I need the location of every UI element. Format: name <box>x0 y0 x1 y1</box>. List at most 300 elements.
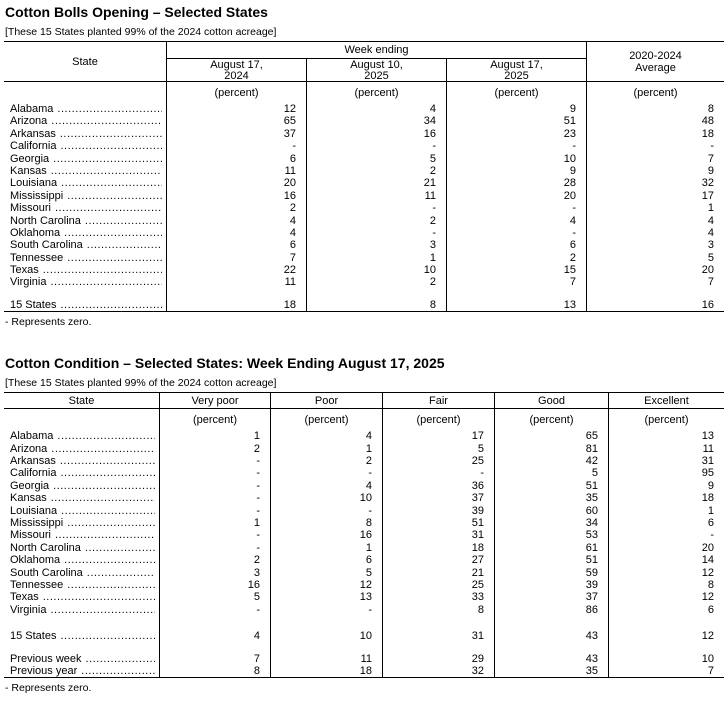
value-cell: 4 <box>159 630 270 642</box>
state-cell <box>4 455 159 467</box>
value-cell: 1 <box>306 252 446 264</box>
value-cell: 17 <box>382 430 494 442</box>
table-row <box>4 567 724 579</box>
value-cell: 9 <box>608 480 724 492</box>
state-label: Louisiana <box>10 177 58 190</box>
table-row <box>4 554 724 566</box>
state-cell <box>4 517 159 529</box>
table-row <box>4 443 724 455</box>
state-cell <box>4 492 159 504</box>
value-cell: 35 <box>494 665 608 677</box>
value-cell: 17 <box>586 190 724 202</box>
value-cell: 8 <box>608 579 724 591</box>
dot-leader <box>60 630 155 642</box>
value-cell: 4 <box>166 215 306 227</box>
col-header-excellent: Excellent <box>608 393 724 408</box>
value-cell: 37 <box>166 128 306 140</box>
value-cell: 6 <box>166 239 306 251</box>
dot-leader <box>67 517 155 529</box>
unit-label: (percent) <box>270 409 382 430</box>
unit-label: (percent) <box>166 82 306 103</box>
table-row <box>4 202 724 214</box>
col-header-good: Good <box>494 393 608 408</box>
value-cell: 4 <box>166 227 306 239</box>
value-cell: 32 <box>382 665 494 677</box>
value-cell: 34 <box>306 115 446 127</box>
unit-label: (percent) <box>586 82 724 103</box>
table-row <box>4 430 724 442</box>
value-cell: 31 <box>382 630 494 642</box>
state-cell <box>4 202 166 214</box>
condition-table <box>4 392 724 678</box>
state-label: Texas <box>10 264 39 277</box>
value-cell: 4 <box>270 480 382 492</box>
table-row <box>4 591 724 603</box>
value-cell: 1 <box>270 542 382 554</box>
value-cell: 25 <box>382 455 494 467</box>
col-header-state: State <box>68 394 95 407</box>
table-row <box>4 177 724 189</box>
value-cell: 2 <box>159 554 270 566</box>
value-cell: 7 <box>166 252 306 264</box>
col-header-date-1: August 17, 2024 <box>166 59 306 81</box>
table1-header <box>4 41 724 82</box>
value-cell: 20 <box>608 542 724 554</box>
dot-leader <box>51 443 155 455</box>
state-cell <box>4 252 166 264</box>
unit-label: (percent) <box>608 409 724 430</box>
value-cell: 9 <box>446 103 586 115</box>
value-cell: - <box>446 202 586 214</box>
dot-leader <box>51 115 162 127</box>
dot-leader <box>60 467 155 479</box>
value-cell: 13 <box>270 591 382 603</box>
state-label: North Carolina <box>10 214 81 227</box>
value-cell: 2 <box>306 215 446 227</box>
table2-title: Cotton Condition – Selected States: Week Ending August 17, 2025 <box>5 355 445 372</box>
value-cell: 2 <box>446 252 586 264</box>
comparison-row <box>4 653 724 665</box>
value-cell: 11 <box>270 653 382 665</box>
value-cell: - <box>306 202 446 214</box>
table-row <box>4 492 724 504</box>
state-label: North Carolina <box>10 541 81 554</box>
value-cell: 1 <box>586 202 724 214</box>
state-cell <box>4 299 166 311</box>
value-cell: 36 <box>382 480 494 492</box>
value-cell: 18 <box>608 492 724 504</box>
state-label: Alabama <box>10 103 54 115</box>
value-cell: - <box>159 455 270 467</box>
spacer-row <box>4 289 724 299</box>
row-label: Previous week <box>10 652 82 665</box>
value-cell: 23 <box>446 128 586 140</box>
state-cell <box>4 604 159 616</box>
value-cell: - <box>306 140 446 152</box>
value-cell: - <box>166 140 306 152</box>
value-cell: 3 <box>586 239 724 251</box>
value-cell: 6 <box>446 239 586 251</box>
col-header-poor: Poor <box>270 393 382 408</box>
state-cell <box>4 567 159 579</box>
value-cell: 7 <box>608 665 724 677</box>
value-cell: - <box>306 227 446 239</box>
table-row <box>4 252 724 264</box>
table1-footnote: - Represents zero. <box>5 316 92 329</box>
value-cell: 31 <box>608 455 724 467</box>
value-cell: - <box>270 505 382 517</box>
value-cell: 5 <box>270 567 382 579</box>
dot-leader <box>60 128 162 140</box>
dot-leader <box>67 190 162 202</box>
value-cell: 37 <box>382 492 494 504</box>
state-cell <box>4 443 159 455</box>
table-row <box>4 153 724 165</box>
state-label: Mississippi <box>10 189 64 202</box>
state-cell <box>4 430 159 442</box>
table1-unit-row <box>4 82 724 103</box>
state-label: Missouri <box>10 202 51 215</box>
state-cell <box>4 505 159 517</box>
value-cell: 60 <box>494 505 608 517</box>
dot-leader <box>87 567 155 579</box>
value-cell: 51 <box>494 554 608 566</box>
section-gap <box>4 328 724 355</box>
dot-leader <box>51 165 162 177</box>
value-cell: 16 <box>159 579 270 591</box>
value-cell: 12 <box>608 591 724 603</box>
table1-subtitle: [These 15 States planted 99% of the 2024 cotton acreage] <box>5 26 277 38</box>
value-cell: 4 <box>270 430 382 442</box>
value-cell: 6 <box>270 554 382 566</box>
value-cell: 12 <box>608 567 724 579</box>
state-cell <box>4 554 159 566</box>
dot-leader <box>67 579 155 591</box>
value-cell: 3 <box>306 239 446 251</box>
dot-leader <box>51 492 155 504</box>
value-cell: 28 <box>446 177 586 189</box>
state-cell <box>4 165 166 177</box>
table-row <box>4 165 724 177</box>
value-cell: 16 <box>306 128 446 140</box>
table-row <box>4 128 724 140</box>
value-cell: 61 <box>494 542 608 554</box>
value-cell: 8 <box>586 103 724 115</box>
value-cell: 18 <box>382 542 494 554</box>
table-row <box>4 103 724 115</box>
dot-leader <box>60 140 162 152</box>
value-cell: 1 <box>270 443 382 455</box>
value-cell: 13 <box>608 430 724 442</box>
table-row <box>4 264 724 276</box>
value-cell: 2 <box>270 455 382 467</box>
value-cell: 10 <box>270 630 382 642</box>
value-cell: - <box>159 529 270 541</box>
value-cell: 20 <box>586 264 724 276</box>
value-cell: 10 <box>306 264 446 276</box>
value-cell: 10 <box>608 653 724 665</box>
table-row <box>4 115 724 127</box>
table-row <box>4 604 724 616</box>
table2-header <box>4 392 724 409</box>
value-cell: 9 <box>586 165 724 177</box>
value-cell: 14 <box>608 554 724 566</box>
value-cell: 65 <box>494 430 608 442</box>
state-label: Alabama <box>10 430 54 443</box>
state-cell <box>4 227 166 239</box>
col-header-fair: Fair <box>382 393 494 408</box>
value-cell: 11 <box>608 443 724 455</box>
col-header-date-3: August 17, 2025 <box>446 59 586 81</box>
state-label: 15 States <box>10 630 57 643</box>
cotton-bolls-opening-section <box>4 4 724 328</box>
value-cell: 2 <box>306 276 446 288</box>
table-row <box>4 480 724 492</box>
value-cell: 48 <box>586 115 724 127</box>
value-cell: 5 <box>159 591 270 603</box>
value-cell: 12 <box>166 103 306 115</box>
state-cell <box>4 630 159 642</box>
dot-leader <box>53 480 155 492</box>
unit-label: (percent) <box>382 409 494 430</box>
state-cell <box>4 115 166 127</box>
value-cell: 95 <box>608 467 724 479</box>
state-label: Oklahoma <box>10 554 61 567</box>
dot-leader <box>57 103 162 115</box>
value-cell: 11 <box>166 165 306 177</box>
value-cell: 39 <box>382 505 494 517</box>
value-cell: 4 <box>586 227 724 239</box>
spacer-row <box>4 616 724 630</box>
state-cell <box>4 542 159 554</box>
value-cell: - <box>382 467 494 479</box>
state-label: 15 States <box>10 298 57 311</box>
dot-leader <box>61 177 162 189</box>
dot-leader <box>81 665 155 677</box>
value-cell: 5 <box>306 153 446 165</box>
table2-unit-row <box>4 409 724 430</box>
value-cell: 6 <box>166 153 306 165</box>
value-cell: 16 <box>166 190 306 202</box>
state-label: Arkansas <box>10 127 56 140</box>
col-header-very-poor: Very poor <box>159 393 270 408</box>
table-row <box>4 227 724 239</box>
unit-label: (percent) <box>159 409 270 430</box>
dot-leader <box>85 542 155 554</box>
state-label: Kansas <box>10 164 47 177</box>
bolls-opening-table <box>4 41 724 312</box>
state-label: Arizona <box>10 442 48 455</box>
state-label: California <box>10 140 57 153</box>
state-label: Oklahoma <box>10 226 61 239</box>
state-cell <box>4 190 166 202</box>
value-cell: 1 <box>159 430 270 442</box>
value-cell: 8 <box>306 299 446 311</box>
dot-leader <box>64 227 162 239</box>
value-cell: 6 <box>608 604 724 616</box>
state-cell <box>4 467 159 479</box>
state-cell <box>4 177 166 189</box>
total-row <box>4 299 724 311</box>
dot-leader <box>86 653 155 665</box>
value-cell: - <box>446 227 586 239</box>
value-cell: 6 <box>608 517 724 529</box>
dot-leader <box>57 430 155 442</box>
value-cell: - <box>159 480 270 492</box>
dot-leader <box>51 276 163 288</box>
value-cell: 43 <box>494 630 608 642</box>
value-cell: 16 <box>586 299 724 311</box>
value-cell: - <box>159 492 270 504</box>
value-cell: 33 <box>382 591 494 603</box>
table-row <box>4 529 724 541</box>
value-cell: 2 <box>306 165 446 177</box>
state-cell <box>4 140 166 152</box>
table-row <box>4 276 724 288</box>
value-cell: 5 <box>586 252 724 264</box>
comparison-row <box>4 665 724 677</box>
value-cell: 18 <box>586 128 724 140</box>
value-cell: 8 <box>159 665 270 677</box>
value-cell: - <box>159 542 270 554</box>
dot-leader <box>55 529 155 541</box>
value-cell: 16 <box>270 529 382 541</box>
state-cell <box>4 276 166 288</box>
state-cell <box>4 153 166 165</box>
state-cell <box>4 128 166 140</box>
table1-title: Cotton Bolls Opening – Selected States <box>5 4 268 20</box>
state-label: Georgia <box>10 479 50 492</box>
value-cell: 7 <box>586 153 724 165</box>
table1-body <box>4 103 724 312</box>
value-cell: 15 <box>446 264 586 276</box>
value-cell: 65 <box>166 115 306 127</box>
state-label: Arkansas <box>10 455 56 468</box>
value-cell: - <box>159 604 270 616</box>
value-cell: 20 <box>446 190 586 202</box>
state-cell <box>4 529 159 541</box>
table-row <box>4 467 724 479</box>
value-cell: 18 <box>166 299 306 311</box>
state-label: South Carolina <box>10 239 83 252</box>
state-label: Virginia <box>10 276 47 289</box>
dot-leader <box>55 202 162 214</box>
table-row <box>4 215 724 227</box>
col-header-state: State <box>72 55 98 68</box>
value-cell: 5 <box>494 467 608 479</box>
value-cell: 11 <box>306 190 446 202</box>
unit-label: (percent) <box>306 82 446 103</box>
value-cell: 86 <box>494 604 608 616</box>
dot-leader <box>43 591 155 603</box>
value-cell: 10 <box>270 492 382 504</box>
value-cell: 7 <box>586 276 724 288</box>
col-header-week-ending: Week ending <box>166 42 586 59</box>
state-cell <box>4 215 166 227</box>
state-cell <box>4 591 159 603</box>
state-label: Tennessee <box>10 578 64 591</box>
value-cell: 42 <box>494 455 608 467</box>
value-cell: 39 <box>494 579 608 591</box>
value-cell: 81 <box>494 443 608 455</box>
value-cell: 22 <box>166 264 306 276</box>
row-label: Previous year <box>10 664 78 677</box>
value-cell: 12 <box>270 579 382 591</box>
value-cell: 8 <box>382 604 494 616</box>
value-cell: 18 <box>270 665 382 677</box>
state-label: Kansas <box>10 492 47 505</box>
value-cell: 4 <box>306 103 446 115</box>
value-cell: 4 <box>586 215 724 227</box>
table2-subtitle: [These 15 States planted 99% of the 2024 cotton acreage] <box>5 377 277 390</box>
dot-leader <box>61 505 155 517</box>
table-row <box>4 505 724 517</box>
state-label: South Carolina <box>10 566 83 579</box>
value-cell: 51 <box>446 115 586 127</box>
state-cell <box>4 239 166 251</box>
state-cell <box>4 264 166 276</box>
table2-body <box>4 430 724 678</box>
value-cell: 13 <box>446 299 586 311</box>
state-cell <box>4 579 159 591</box>
unit-label: (percent) <box>494 409 608 430</box>
dot-leader <box>85 215 162 227</box>
value-cell: 34 <box>494 517 608 529</box>
table2-footnote: - Represents zero. <box>5 682 92 695</box>
value-cell: - <box>608 529 724 541</box>
value-cell: 59 <box>494 567 608 579</box>
dot-leader <box>87 239 162 251</box>
state-label: Missouri <box>10 529 51 542</box>
value-cell: 25 <box>382 579 494 591</box>
value-cell: 1 <box>608 505 724 517</box>
value-cell: 9 <box>446 165 586 177</box>
dot-leader <box>60 455 155 467</box>
value-cell: 43 <box>494 653 608 665</box>
state-label: Arizona <box>10 115 48 128</box>
dot-leader <box>60 299 162 311</box>
value-cell: - <box>159 505 270 517</box>
value-cell: 1 <box>159 517 270 529</box>
table-row <box>4 455 724 467</box>
spacer-row <box>4 643 724 653</box>
dot-leader <box>43 264 162 276</box>
total-row <box>4 630 724 642</box>
table-row <box>4 517 724 529</box>
value-cell: 53 <box>494 529 608 541</box>
value-cell: 20 <box>166 177 306 189</box>
value-cell: 27 <box>382 554 494 566</box>
value-cell: - <box>586 140 724 152</box>
state-label: Tennessee <box>10 251 64 264</box>
value-cell: 35 <box>494 492 608 504</box>
state-label: Texas <box>10 591 39 604</box>
value-cell: 21 <box>306 177 446 189</box>
value-cell: 7 <box>446 276 586 288</box>
value-cell: 10 <box>446 153 586 165</box>
value-cell: 29 <box>382 653 494 665</box>
dot-leader <box>64 554 155 566</box>
state-label: Virginia <box>10 603 47 616</box>
value-cell: 4 <box>446 215 586 227</box>
value-cell: 31 <box>382 529 494 541</box>
value-cell: 21 <box>382 567 494 579</box>
value-cell: 8 <box>270 517 382 529</box>
state-cell <box>4 480 159 492</box>
dot-leader <box>51 604 156 616</box>
state-label: Mississippi <box>10 516 64 529</box>
value-cell: 32 <box>586 177 724 189</box>
